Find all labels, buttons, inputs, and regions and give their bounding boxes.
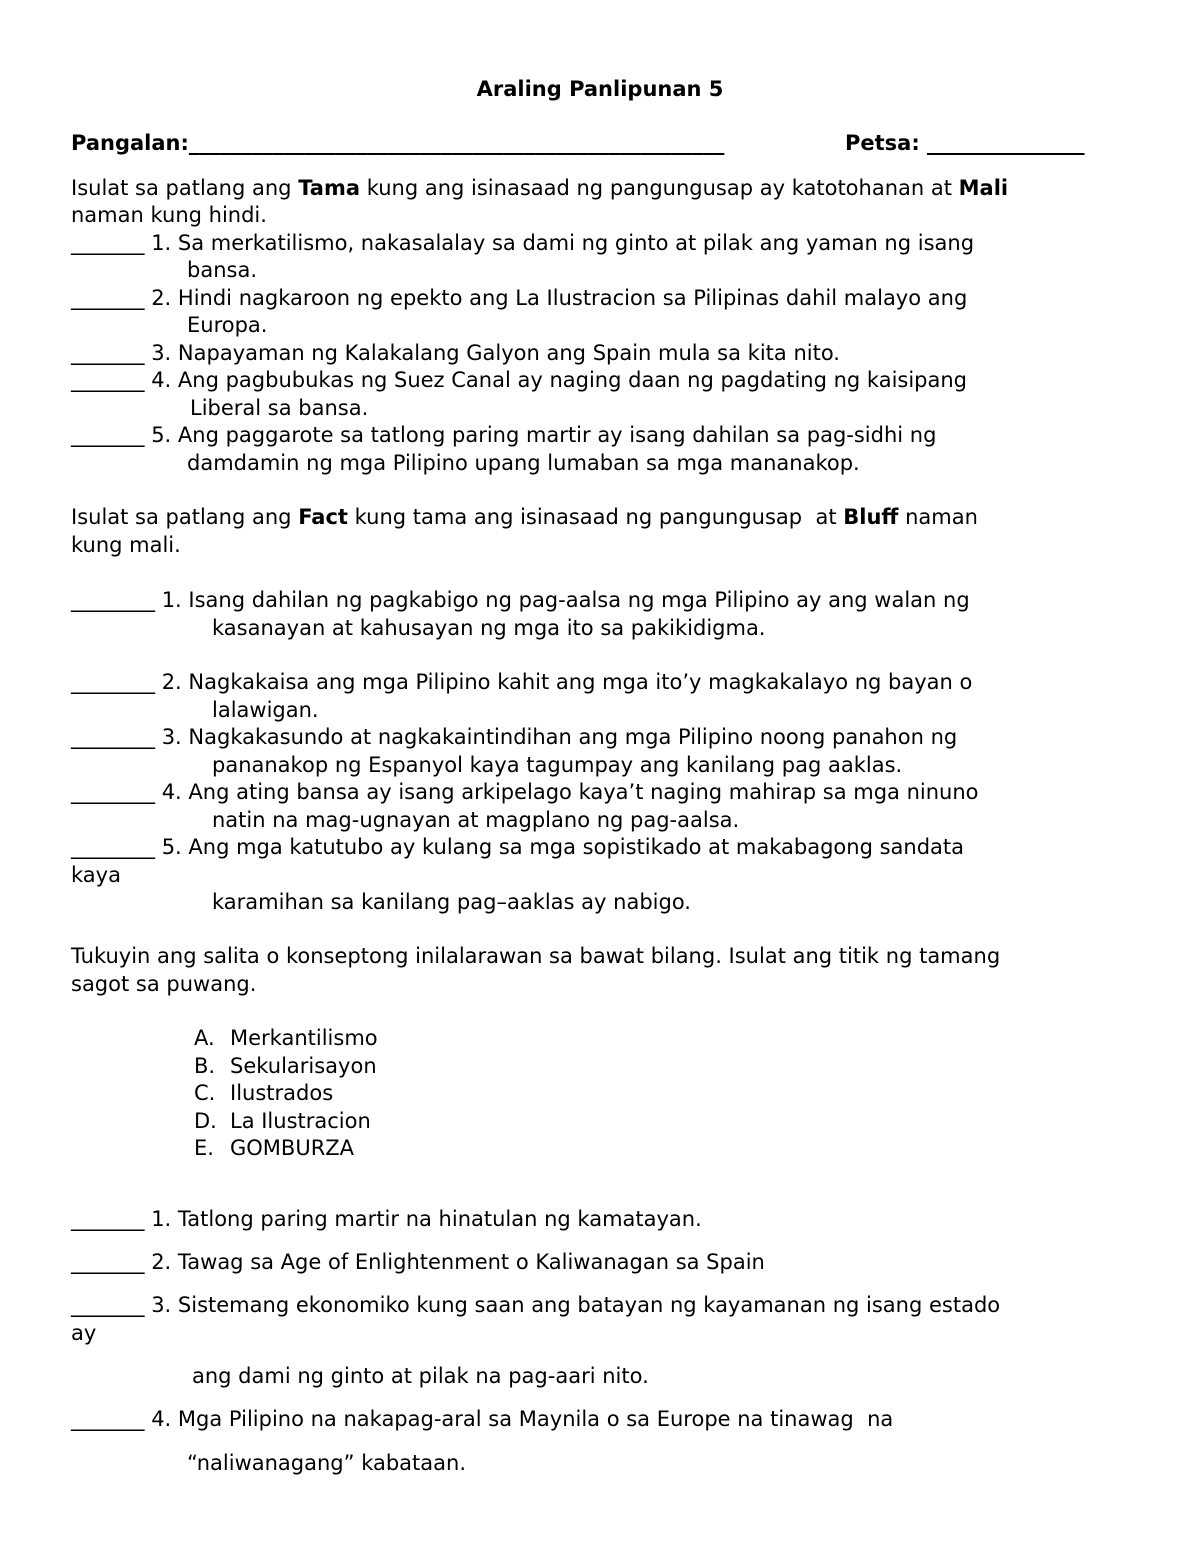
list-item: _______ 1. Sa merkatilismo, nakasalalay sa dami ng ginto at pilak ang yaman ng isang: [71, 231, 975, 255]
answer-blank[interactable]: ________: [71, 670, 155, 694]
part2-instruction: Isulat sa patlang ang Fact kung tama ang isinasaad ng pangungusap at Bluff naman: [71, 505, 978, 529]
list-item: _______ 5. Ang paggarote sa tatlong paring martir ay isang dahilan sa pag-sidhi ng: [71, 423, 937, 447]
choice-item: E. GOMBURZA: [194, 1136, 355, 1160]
list-item: _______ 3. Napayaman ng Kalakalang Galyon ang Spain mula sa kita nito.: [71, 341, 840, 365]
list-item: ________ 3. Nagkakasundo at nagkakaintindihan ang mga Pilipino noong panahon ng: [71, 725, 958, 749]
answer-blank[interactable]: _______: [71, 368, 145, 392]
list-item-continuation: natin na mag-ugnayan at magplano ng pag-aalsa.: [212, 808, 740, 832]
list-item-continuation: kasanayan at kahusayan ng mga ito sa pakikidigma.: [212, 616, 766, 640]
choice-item: B. Sekularisayon: [194, 1054, 377, 1078]
answer-blank[interactable]: _______: [71, 1250, 145, 1274]
list-item-continuation: damdamin ng mga Pilipino upang lumaban sa mga mananakop.: [187, 451, 860, 475]
answer-blank[interactable]: ________: [71, 588, 155, 612]
list-item: ________ 5. Ang mga katutubo ay kulang sa mga sopistikado at makabagong sandata: [71, 835, 965, 859]
list-item-continuation: Liberal sa bansa.: [190, 396, 369, 420]
list-item-wrap: kaya: [71, 863, 121, 887]
date-field-label: Petsa: _______________: [845, 131, 1085, 155]
choice-item: C. Ilustrados: [194, 1081, 334, 1105]
answer-blank[interactable]: _______: [71, 1407, 145, 1431]
part2-instruction-cont: kung mali.: [71, 533, 181, 557]
list-item-continuation: bansa.: [187, 258, 257, 282]
list-item: ________ 2. Nagkakaisa ang mga Pilipino kahit ang mga ito’y magkakalayo ng bayan o: [71, 670, 973, 694]
part3-instruction: Tukuyin ang salita o konseptong inilalarawan sa bawat bilang. Isulat ang titik ng tamang: [71, 944, 1001, 968]
part1-instruction-cont: naman kung hindi.: [71, 203, 267, 227]
part3-instruction-cont: sagot sa puwang.: [71, 972, 257, 996]
answer-blank[interactable]: _______: [71, 1293, 145, 1317]
answer-blank[interactable]: _______: [71, 286, 145, 310]
list-item-continuation: ang dami ng ginto at pilak na pag-aari nito.: [192, 1364, 649, 1388]
choice-item: A. Merkantilismo: [194, 1026, 378, 1050]
page-title: Araling Panlipunan 5: [476, 77, 724, 101]
list-item: _______ 2. Tawag sa Age of Enlightenment o Kaliwanagan sa Spain: [71, 1250, 765, 1274]
list-item-continuation: “naliwanagang” kabataan.: [187, 1451, 467, 1475]
choice-item: D. La Ilustracion: [194, 1109, 371, 1133]
list-item: _______ 2. Hindi nagkaroon ng epekto ang La Ilustracion sa Pilipinas dahil malayo ang: [71, 286, 968, 310]
list-item: _______ 3. Sistemang ekonomiko kung saan ang batayan ng kayamanan ng isang estado: [71, 1293, 1001, 1317]
answer-blank[interactable]: _______: [71, 341, 145, 365]
list-item: _______ 4. Ang pagbubukas ng Suez Canal ay naging daan ng pagdating ng kaisipang: [71, 368, 968, 392]
answer-blank[interactable]: ________: [71, 725, 155, 749]
list-item-continuation: pananakop ng Espanyol kaya tagumpay ang kanilang pag aaklas.: [212, 753, 903, 777]
answer-blank[interactable]: _______: [71, 423, 145, 447]
list-item: ________ 1. Isang dahilan ng pagkabigo ng pag-aalsa ng mga Pilipino ay ang walan ng: [71, 588, 970, 612]
list-item: ________ 4. Ang ating bansa ay isang arkipelago kaya’t naging mahirap sa mga ninuno: [71, 780, 979, 804]
list-item-continuation: lalawigan.: [212, 698, 319, 722]
list-item: _______ 1. Tatlong paring martir na hinatulan ng kamatayan.: [71, 1207, 702, 1231]
answer-blank[interactable]: _______: [71, 231, 145, 255]
name-field-label: Pangalan:___________________________________________________: [71, 131, 725, 155]
list-item-continuation: Europa.: [187, 313, 268, 337]
answer-blank[interactable]: ________: [71, 835, 155, 859]
list-item-wrap: ay: [71, 1321, 97, 1345]
part1-instruction: Isulat sa patlang ang Tama kung ang isinasaad ng pangungusap ay katotohanan at Mali: [71, 176, 1009, 200]
answer-blank[interactable]: _______: [71, 1207, 145, 1231]
answer-blank[interactable]: ________: [71, 780, 155, 804]
list-item: _______ 4. Mga Pilipino na nakapag-aral sa Maynila o sa Europe na tinawag na: [71, 1407, 894, 1431]
list-item-continuation: karamihan sa kanilang pag–aaklas ay nabigo.: [212, 890, 691, 914]
